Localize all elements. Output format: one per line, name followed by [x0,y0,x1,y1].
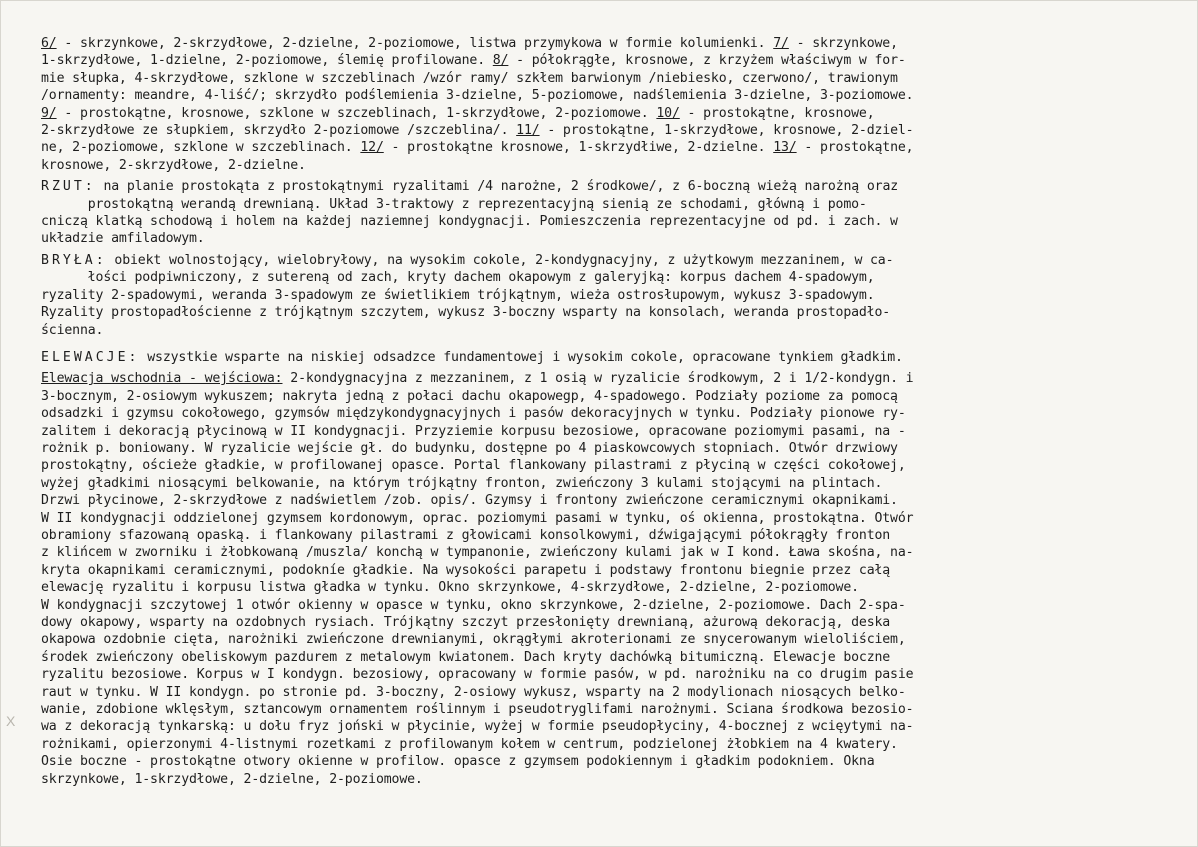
elewacje-text: wszystkie wsparte na niskiej odsadzce fundamentowej i wysokim cokole, opracowane tynkiem gładkim. [139,349,903,365]
east-elevation-text: 2-kondygnacyjna z mezzaninem, z 1 osią w ryzalicie środkowym, 2 i 1/2-kondygn. i 3-bocznym, 2-osiowym wykuszem; nakryta jedną z połaci dachu okapowegp, 4-spadowego. Podziały poziome za pomocą odsadzki i gzymsu cokołowego, gzymsów międzykondygnacyjnych i pasów dekoracyjnych w tynku. Podziały pionowe ry- zalitem i dekoracją płycinową w II kondygnacji. Przyziemie korpusu bezosiowe, opracowane poziomymi pasami, na - rożnik p. boniowany. W ryzalicie wejście gł. do budynku, dostępne po 4 piaskowcowych stopniach. Otwór drzwiowy prostokątny, ościeże gładkie, w profilowanej opasce. Portal flankowany pilastrami z płyciną w części cokołowej, wyżej gładkimi niosącymi belkowanie, na którym trójkątny fronton, zwieńczony 3 kulami stojącymi na plintach. Drzwi płycinowe, 2-skrzydłowe z nadświetlem /zob. opis/. Gzymsy i frontony zwieńczone ceramicznymi okapnikami. W II kondygnacji oddzielonej gzymsem kordonowym, oprac. poziomymi pasami w tynku, oś okienna, prostokątna. Otwór obramiony sfazowaną opaską. i flankowany pilastrami z głowicami konsolkowymi, dźwigającymi półokrągły fronton z klińcem w zworniku i żłobkowaną /muszla/ konchą w tympanonie, zwieńczony kulami jak w I kond. Ława skośna, na- kryta okapnikami ceramicznymi, podokníe gładkie. Na wysokości parapetu i podstawy frontonu biegnie przez całą elewację ryzalitu i korpusu listwa gładka w tynku. Okno skrzynkowe, 4-skrzydłowe, 2-dzielne, 2-poziomowe. W kondygnacji szczytowej 1 otwór okienny w opasce w tynku, okno skrzynkowe, 2-dzielne, 2-poziomowe. Dach 2-spa- dowy okapowy, wsparty na ozdobnych rysiach. Trójkątny szczyt przesłonięty drewnianą, ażurową dekoracją, deska okapowa ozdobnie cięta, narożniki zwieńczone drewnianymi, okrągłymi akroterionami ze snycerowanym wieloliściem, środek zwieńczony obeliskowym pazdurem z metalowym kwiatonem. Dach kryty dachówką bitumiczną. Elewacje boczne ryzalitu bezosiowe. Korpus w I kondygn. bezosiowy, opracowany w formie pasów, w pd. narożniku na co drugim pasie raut w tynku. W II kondygn. po stronie pd. 3-boczny, 2-osiowy wykusz, wsparty na 2 modylionach niosących belko- wanie, zdobione wklęsłym, sztancowym ornamentem roślinnym i pseudotryglifami narożnymi. Sciana środkowa bezosio- wa z dekoracją tynkarską: u dołu fryz joński w płycinie, wyżej w formie pseudopłyciny, 4-bocznej z wcięytymi na- rożnikami, opierzonymi 4-listnymi rozetkami z profilowanym kołem w centrum, podzielonej żłobkiem na 4 kwatery. Osie boczne - prostokątne otwory okienne w profilow. opasce z gzymsem podokiennym i gładkim podokniem. Okna skrzynkowe, 1-skrzydłowe, 2-dzielne, 2-poziomowe. [41,371,914,787]
bryla-paragraph [41,252,1176,339]
window-description: - prostokątne, krosnowe, 2-skrzydłowe, 2-dzielne. [41,140,914,173]
window-types-paragraph [41,35,1176,174]
document-text [41,35,1176,788]
rzut-text: na planie prostokąta z prostokątnymi ryzalitami /4 narożne, 2 środkowe/, z 6-boczną wieżą narożną oraz prostokątną werandą drewnianą. Układ 3-traktowy z reprezentacyjną sienią ze schodami, główną i pomo- cniczą klatką schodową i holem na każdej naziemnej kondygnacji. Pomieszczenia reprezentacyjne od pd. i zach. w układzie amfiladowym. [41,179,899,247]
east-elevation-heading: Elewacja wschodnia - wejściowa: [41,371,283,387]
rzut-paragraph [41,178,1176,248]
window-description: - prostokątne krosnowe, 1-skrzydłiwe, 2-dzielne. [383,140,774,156]
window-number: 7/ [773,36,789,51]
rzut-label: RZUT: [41,179,96,195]
window-description: - prostokątne, krosnowe, szklone w szczeblinach, 1-skrzydłowe, 2-poziomowe. [56,105,657,121]
window-number: 8/ [492,53,509,69]
window-number: 10/ [656,105,680,121]
margin-mark: X [6,713,16,729]
window-description: - półokrągłe, krosnowe, z krzyżem właściwym w for- mie słupka, 4-skrzydłowe, szklone w szczeblinach /wzór ramy/ szkłem barwionym /niebiesko, czerwono/, trawionym /ornamenty: meandre, 4-liść/; skrzydło podślemienia 3-dzielne, 5-poziomowe, nadślemienia 3-dzielne, 3-poziomowe. [41,53,914,104]
bryla-label: BRYŁA: [41,252,107,268]
bryla-text: obiekt wolnostojący, wielobryłowy, na wysokim cokole, 2-kondygnacyjny, z użytkowym mezzaninem, w ca- łości podpiwniczony, z sutereną od zach, kryty dachem okapowym z galeryjką: korpus dachem 4-spadowym, ryzality 2-spadowymi, weranda 3-spadowym ze świetlikiem trójkątnym, wieża ostrosłupowym, wykusz 3-spadowym. Ryzality prostopadłościenne z trójkątnym szczytem, wykusz 3-boczny wsparty na konsolach, weranda prostopadło- ścienna. [41,252,894,338]
east-elevation-paragraph [41,370,1176,788]
elewacje-label: ELEWACJE: [41,349,140,365]
window-description: - prostokątne, 1-skrzydłowe, krosnowe, 2-dziel- ne, 2-poziomowe, szklone w szczeblinach. [41,123,914,156]
window-number: 11/ [516,123,540,139]
elewacje-paragraph [41,349,1176,366]
window-number: 6/ [41,36,57,51]
window-number: 9/ [41,105,57,121]
window-description: - prostokątne, krosnowe, 2-skrzydłowe ze słupkiem, skrzydło 2-poziomowe /szczeblina/. [41,105,875,139]
window-number: 12/ [360,140,384,156]
window-description: - skrzynkowe, 1-skrzydłowe, 1-dzielne, 2-poziomowe, ślemię profilowane. [41,36,898,69]
window-description: - skrzynkowe, 2-skrzydłowe, 2-dzielne, 2-poziomowe, listwa przymykowa w formie kolumienki. [56,36,774,51]
window-number: 13/ [773,140,797,156]
